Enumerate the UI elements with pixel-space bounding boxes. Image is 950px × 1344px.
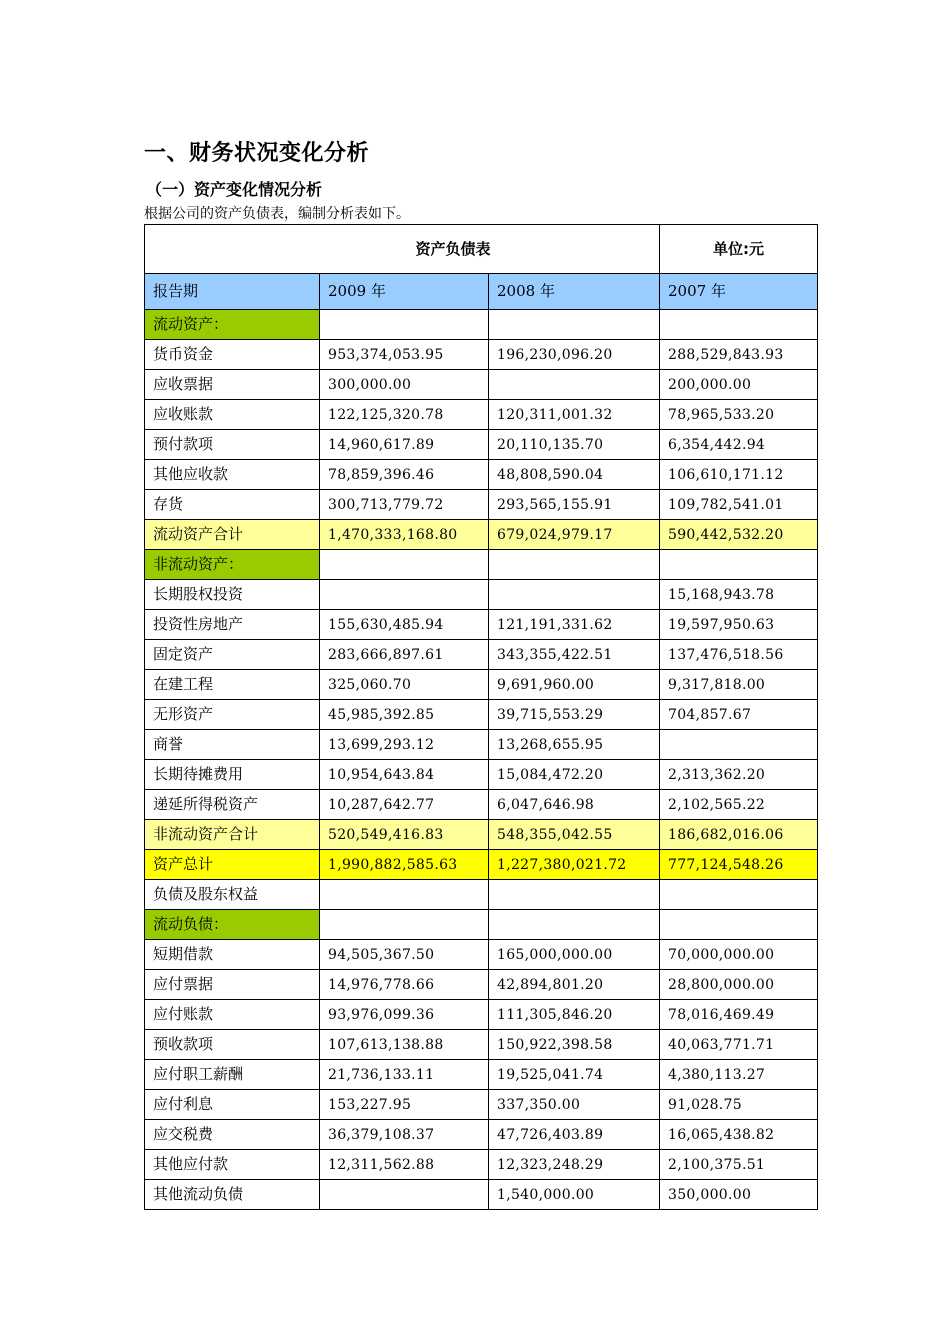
row-label: 应收账款 [145, 400, 320, 430]
cell-2009: 1,990,882,585.63 [320, 850, 489, 880]
cell-2009: 300,000.00 [320, 370, 489, 400]
table-row [145, 760, 818, 790]
table-row [145, 640, 818, 670]
cell-2009: 10,287,642.77 [320, 790, 489, 820]
cell-2009: 12,311,562.88 [320, 1150, 489, 1180]
row-label: 流动资产： [145, 310, 320, 340]
table-row [145, 1120, 818, 1150]
cell-2007: 2,313,362.20 [660, 760, 818, 790]
cell-2009: 953,374,053.95 [320, 340, 489, 370]
cell-2007: 78,965,533.20 [660, 400, 818, 430]
cell-2007: 40,063,771.71 [660, 1030, 818, 1060]
cell-2009 [320, 880, 489, 910]
cell-2008: 12,323,248.29 [489, 1150, 660, 1180]
cell-2007: 186,682,016.06 [660, 820, 818, 850]
cell-2007: 28,800,000.00 [660, 970, 818, 1000]
row-label: 其他应收款 [145, 460, 320, 490]
cell-2007: 350,000.00 [660, 1180, 818, 1210]
cell-2008: 165,000,000.00 [489, 940, 660, 970]
table-row [145, 1060, 818, 1090]
balance-sheet-table [144, 224, 818, 1210]
cell-2007: 15,168,943.78 [660, 580, 818, 610]
row-label: 固定资产 [145, 640, 320, 670]
table-row [145, 610, 818, 640]
cell-2009 [320, 1180, 489, 1210]
cell-2008: 337,350.00 [489, 1090, 660, 1120]
cell-2007 [660, 910, 818, 940]
row-label: 其他应付款 [145, 1150, 320, 1180]
row-label: 应付利息 [145, 1090, 320, 1120]
cell-2007: 6,354,442.94 [660, 430, 818, 460]
table-header-row [145, 274, 818, 310]
cell-2007 [660, 880, 818, 910]
table-row [145, 1150, 818, 1180]
column-header-2009: 2009 年 [320, 274, 489, 310]
row-label: 存货 [145, 490, 320, 520]
table-row [145, 820, 818, 850]
table-row [145, 520, 818, 550]
table-row [145, 400, 818, 430]
table-row [145, 850, 818, 880]
cell-2008: 293,565,155.91 [489, 490, 660, 520]
cell-2009 [320, 910, 489, 940]
cell-2008: 47,726,403.89 [489, 1120, 660, 1150]
table-title: 资产负债表 [145, 225, 660, 274]
row-label: 应收票据 [145, 370, 320, 400]
table-row [145, 1000, 818, 1030]
cell-2008: 1,540,000.00 [489, 1180, 660, 1210]
cell-2009: 13,699,293.12 [320, 730, 489, 760]
row-label: 流动负债： [145, 910, 320, 940]
row-label: 递延所得税资产 [145, 790, 320, 820]
cell-2008: 1,227,380,021.72 [489, 850, 660, 880]
cell-2009 [320, 310, 489, 340]
cell-2008 [489, 880, 660, 910]
cell-2008: 42,894,801.20 [489, 970, 660, 1000]
cell-2007: 2,102,565.22 [660, 790, 818, 820]
column-header-2007: 2007 年 [660, 274, 818, 310]
cell-2007: 91,028.75 [660, 1090, 818, 1120]
cell-2007: 109,782,541.01 [660, 490, 818, 520]
cell-2008: 679,024,979.17 [489, 520, 660, 550]
cell-2009: 21,736,133.11 [320, 1060, 489, 1090]
cell-2009: 14,960,617.89 [320, 430, 489, 460]
section-heading: 一、财务状况变化分析 [144, 141, 370, 166]
cell-2007: 777,124,548.26 [660, 850, 818, 880]
cell-2007: 200,000.00 [660, 370, 818, 400]
cell-2008 [489, 550, 660, 580]
table-row [145, 580, 818, 610]
column-header-period: 报告期 [145, 274, 320, 310]
cell-2008: 343,355,422.51 [489, 640, 660, 670]
table-row [145, 670, 818, 700]
cell-2007: 2,100,375.51 [660, 1150, 818, 1180]
table-row [145, 340, 818, 370]
row-label: 负债及股东权益 [145, 880, 320, 910]
cell-2007 [660, 550, 818, 580]
cell-2008: 111,305,846.20 [489, 1000, 660, 1030]
row-label: 资产总计 [145, 850, 320, 880]
cell-2008: 6,047,646.98 [489, 790, 660, 820]
cell-2009: 300,713,779.72 [320, 490, 489, 520]
column-header-2008: 2008 年 [489, 274, 660, 310]
cell-2009: 14,976,778.66 [320, 970, 489, 1000]
table-row [145, 1030, 818, 1060]
table-row [145, 940, 818, 970]
row-label: 流动资产合计 [145, 520, 320, 550]
intro-text: 根据公司的资产负债表，编制分析表如下。 [144, 206, 410, 222]
cell-2009 [320, 580, 489, 610]
row-label: 非流动资产合计 [145, 820, 320, 850]
row-label: 货币资金 [145, 340, 320, 370]
cell-2009: 45,985,392.85 [320, 700, 489, 730]
row-label: 非流动资产： [145, 550, 320, 580]
cell-2009: 122,125,320.78 [320, 400, 489, 430]
cell-2008: 48,808,590.04 [489, 460, 660, 490]
cell-2007: 9,317,818.00 [660, 670, 818, 700]
row-label: 其他流动负债 [145, 1180, 320, 1210]
cell-2007 [660, 730, 818, 760]
cell-2009 [320, 550, 489, 580]
table-unit: 单位:元 [660, 225, 818, 274]
row-label: 长期待摊费用 [145, 760, 320, 790]
row-label: 应付职工薪酬 [145, 1060, 320, 1090]
table-row [145, 430, 818, 460]
cell-2007: 137,476,518.56 [660, 640, 818, 670]
cell-2009: 1,470,333,168.80 [320, 520, 489, 550]
row-label: 预收款项 [145, 1030, 320, 1060]
table-row [145, 730, 818, 760]
table-row [145, 910, 818, 940]
table-row [145, 310, 818, 340]
table-row [145, 460, 818, 490]
cell-2008: 196,230,096.20 [489, 340, 660, 370]
cell-2009: 155,630,485.94 [320, 610, 489, 640]
cell-2007: 19,597,950.63 [660, 610, 818, 640]
cell-2008 [489, 310, 660, 340]
cell-2009: 520,549,416.83 [320, 820, 489, 850]
cell-2009: 93,976,099.36 [320, 1000, 489, 1030]
row-label: 无形资产 [145, 700, 320, 730]
cell-2007: 704,857.67 [660, 700, 818, 730]
row-label: 在建工程 [145, 670, 320, 700]
row-label: 预付款项 [145, 430, 320, 460]
cell-2008: 15,084,472.20 [489, 760, 660, 790]
cell-2008: 548,355,042.55 [489, 820, 660, 850]
cell-2008: 150,922,398.58 [489, 1030, 660, 1060]
cell-2007: 16,065,438.82 [660, 1120, 818, 1150]
table-title-row [145, 225, 818, 274]
cell-2008: 39,715,553.29 [489, 700, 660, 730]
cell-2009: 10,954,643.84 [320, 760, 489, 790]
cell-2009: 36,379,108.37 [320, 1120, 489, 1150]
table-row [145, 490, 818, 520]
cell-2008: 9,691,960.00 [489, 670, 660, 700]
cell-2009: 325,060.70 [320, 670, 489, 700]
cell-2009: 94,505,367.50 [320, 940, 489, 970]
row-label: 商誉 [145, 730, 320, 760]
cell-2009: 78,859,396.46 [320, 460, 489, 490]
row-label: 长期股权投资 [145, 580, 320, 610]
cell-2008: 120,311,001.32 [489, 400, 660, 430]
table-row [145, 1180, 818, 1210]
table-row [145, 970, 818, 1000]
table-row [145, 550, 818, 580]
table-row [145, 790, 818, 820]
row-label: 应付账款 [145, 1000, 320, 1030]
row-label: 应交税费 [145, 1120, 320, 1150]
cell-2009: 107,613,138.88 [320, 1030, 489, 1060]
cell-2007: 288,529,843.93 [660, 340, 818, 370]
cell-2007 [660, 310, 818, 340]
table-row [145, 700, 818, 730]
row-label: 应付票据 [145, 970, 320, 1000]
cell-2008: 19,525,041.74 [489, 1060, 660, 1090]
cell-2008 [489, 910, 660, 940]
table-row [145, 880, 818, 910]
row-label: 短期借款 [145, 940, 320, 970]
cell-2009: 153,227.95 [320, 1090, 489, 1120]
cell-2009: 283,666,897.61 [320, 640, 489, 670]
cell-2007: 4,380,113.27 [660, 1060, 818, 1090]
cell-2008 [489, 370, 660, 400]
cell-2008: 121,191,331.62 [489, 610, 660, 640]
cell-2007: 590,442,532.20 [660, 520, 818, 550]
table-row [145, 370, 818, 400]
cell-2008 [489, 580, 660, 610]
table-row [145, 1090, 818, 1120]
cell-2007: 106,610,171.12 [660, 460, 818, 490]
cell-2008: 20,110,135.70 [489, 430, 660, 460]
subsection-heading: （一）资产变化情况分析 [146, 180, 323, 199]
cell-2007: 78,016,469.49 [660, 1000, 818, 1030]
row-label: 投资性房地产 [145, 610, 320, 640]
cell-2008: 13,268,655.95 [489, 730, 660, 760]
cell-2007: 70,000,000.00 [660, 940, 818, 970]
